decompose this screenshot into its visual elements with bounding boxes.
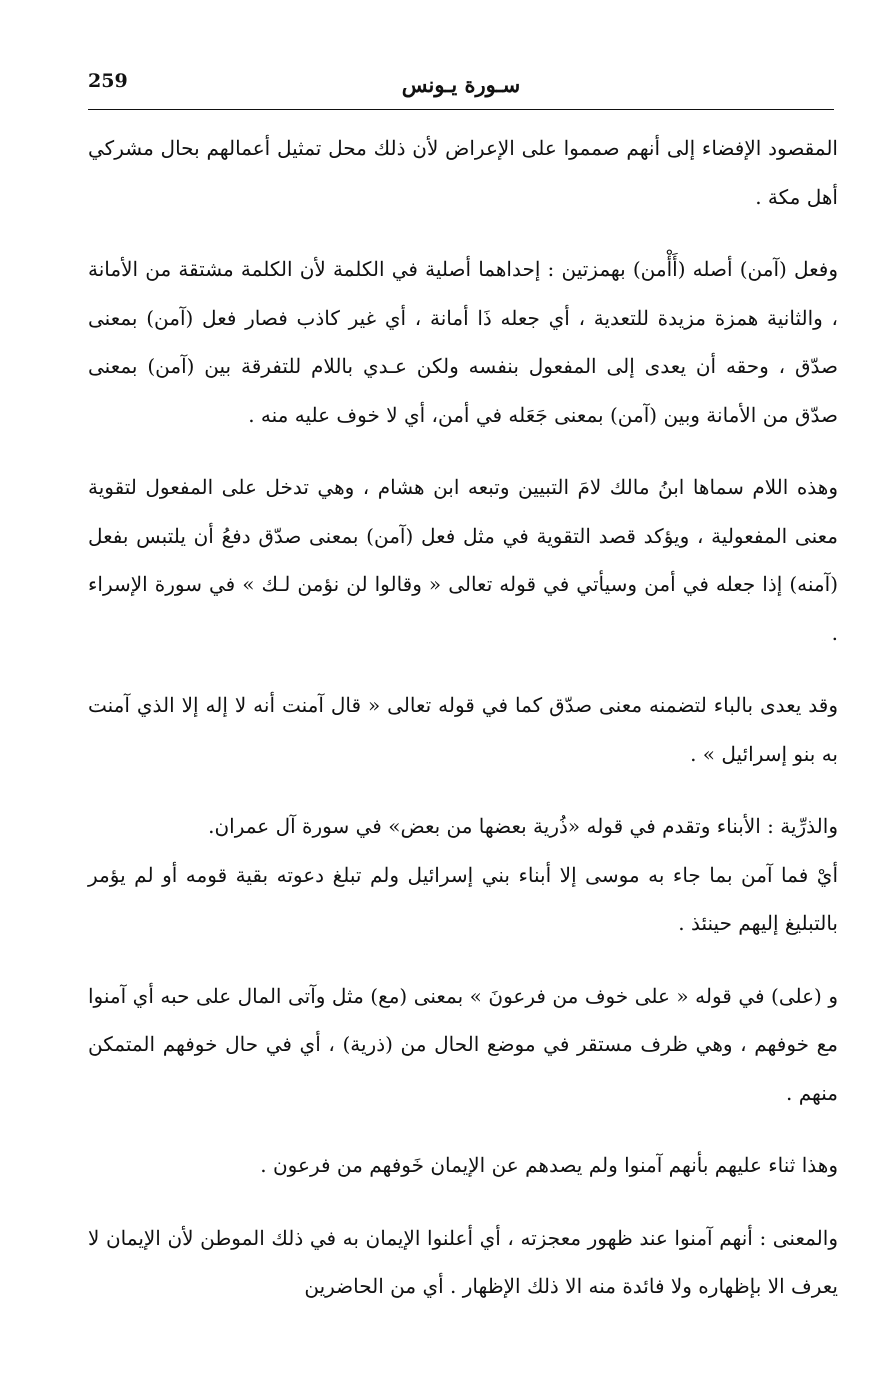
page-header: [88, 66, 834, 110]
paragraph-6: أيْ فما آمن بما جاء به موسى إلا أبناء بني إسرائيل ولم تبلغ دعوته بقية قومه أو لم يؤمر بالتبليغ إليهم حينئذ .: [88, 862, 838, 935]
paragraph-2: وفعل (آمن) أصله (أَأْمن) بهمزتين : إحداهما أصلية في الكلمة لأن الكلمة مشتقة من الأمانة ، والثانية همزة مزيدة للتعدية ، أي جعله ذَا أمانة ، أي غير كاذب فصار فعل (آمن) بمعنى صدّق ، وحقه أن يعدى إلى المفعول بنفسه ولكن عـدي باللام للتفرقة بين (آمن) بمعنى صدّق من الأمانة وبين (آمن) بمعنى جَعَله في أمن، أي لا خوف عليه منه .: [88, 257, 838, 427]
page-number: 259: [88, 70, 128, 92]
paragraph-1: المقصود الإفضاء إلى أنهم صمموا على الإعراض لأن ذلك محل تمثيل أعمالهم بحال مشركي أهل مكة .: [88, 136, 838, 209]
paragraph-4: وقد يعدى بالباء لتضمنه معنى صدّق كما في قوله تعالى « قال آمنت أنه لا إله إلا الذي آمنت به بنو إسرائيل » .: [88, 693, 838, 766]
paragraph-9: والمعنى : أنهم آمنوا عند ظهور معجزته ، أي أعلنوا الإيمان به في ذلك الموطن لأن الإيمان لا يعرف الا بإظهاره ولا فائدة منه الا ذلك الإظهار . أي من الحاضرين: [88, 1225, 838, 1298]
paragraph-8: وهذا ثناء عليهم بأنهم آمنوا ولم يصدهم عن الإيمان خَوفهم من فرعون .: [260, 1153, 838, 1177]
running-title: سـورة يـونس: [401, 72, 521, 97]
header-rule: [88, 109, 834, 110]
paragraph-5: والذرِّية : الأبناء وتقدم في قوله «ذُرية بعضها من بعض» في سورة آل عمران.: [208, 814, 838, 838]
paragraph-7: و (على) في قوله « على خوف من فرعونَ » بمعنى (مع) مثل وآتى المال على حبه أي آمنوا مع خوفهم ، وهي ظرف مستقر في موضع الحال من (ذرية) ، أي في حال خوفهم المتمكن منهم .: [88, 983, 838, 1105]
body-text: [88, 124, 838, 1335]
paragraph-3: وهذه اللام سماها ابنُ مالك لامَ التبيين وتبعه ابن هشام ، وهي تدخل على المفعول لتقوية معنى المفعولية ، ويؤكد قصد التقوية في مثل فعل (آمن) بمعنى صدّق دفعُ أن يلتبس بفعل (آمنه) إذا جعله في أمن وسيأتي في قوله تعالى « وقالوا لن نؤمن لـك » في سورة الإسراء .: [88, 475, 838, 645]
